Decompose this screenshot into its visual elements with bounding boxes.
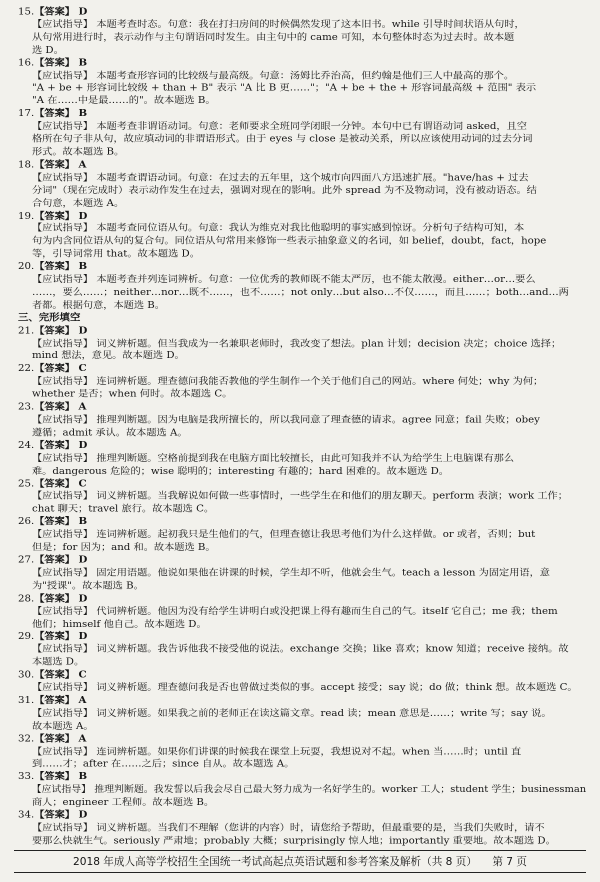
explanation-line: 合句意，本题选 A。: [32, 198, 125, 209]
question-item: [18, 325, 586, 363]
answer-label: 【答案】 A: [34, 694, 87, 706]
answer-label: 【答案】 B: [34, 57, 88, 69]
explanation-line: 形式。故本题选 B。: [32, 147, 125, 158]
question-item: [18, 478, 586, 516]
answer-label: 【答案】 D: [34, 630, 88, 643]
question-number: 20.: [18, 262, 35, 273]
question-item: [18, 669, 586, 695]
answer-line: [18, 108, 586, 121]
explanation-line: chat 聊天；travel 旅行。故本题选 C。: [32, 504, 215, 515]
explanation-line: 【应试指导】 连词辨析题。起初我只是生他们的气，但理查德让我思考他们为什么这样做。or 或者，否则；but: [32, 529, 536, 540]
explanation-line: 【应试指导】 词义辨析题。我告诉他我不接受他的说法。exchange 交换；like 喜欢；know 知道；receive 接纳。故: [32, 644, 569, 655]
explanation-line: whether 是否；when 何时。故本题选 C。: [32, 389, 233, 400]
answer-line: [18, 516, 586, 529]
question-number: 34.: [18, 810, 35, 821]
question-number: 26.: [18, 517, 35, 528]
explanation-line: 【应试指导】 词义辨析题。如果我之前的老师正在读这篇文章。read 读；mean 意思是……；write 写；say 说。: [32, 708, 552, 719]
explanation-line: 难。dangerous 危险的；wise 聪明的；interesting 有趣的；hard 困难的。故本题选 D。: [32, 466, 449, 477]
question-number: 32.: [18, 733, 35, 745]
answer-line: [18, 810, 586, 823]
answer-line: [18, 733, 586, 746]
explanation-line: 从句常用进行时，表示动作与主句谓语同时发生。由主句中的 came 可知，本句整体时态为过去时。故本题: [32, 32, 515, 43]
question-number: 16.: [18, 57, 35, 69]
answer-label: 【答案】 D: [34, 210, 88, 222]
answer-label: 【答案】 B: [34, 108, 88, 120]
explanation-line: 者都。根据句意，本题选 B。: [32, 300, 165, 311]
explanation-line: 等，引导词常用 that。故本题选 D。: [32, 249, 200, 260]
explanation-line: 但是；for 因为；and 和。故本题选 B。: [32, 542, 216, 553]
question-item: [18, 695, 586, 733]
explanation-line: mind 想法，意见。故本题选 D。: [32, 351, 185, 362]
answer-label: 【答案】 D: [34, 592, 88, 604]
answer-line: [18, 478, 586, 491]
question-item: [18, 159, 586, 210]
explanation-line: 句为内含同位语从句的复合句。同位语从句常用来修饰一些表示抽象意义的名词，如 belief，doubt，fact，hope: [32, 236, 547, 247]
explanation-line: 【应试指导】 词义辨析题。理查德问我是否也曾做过类似的事。accept 接受；say 说；do 做；think 想。故本题选 C。: [32, 682, 578, 694]
question-item: [18, 6, 586, 57]
explanation-line: 【应试指导】 推理判断题。我发誓以后我会尽自己最大努力成为一名好学生的。worker 工人；student 学生；businessman: [31, 784, 587, 796]
question-number: 18.: [18, 159, 35, 171]
question-item: [18, 363, 586, 401]
question-number: 15.: [18, 6, 35, 18]
answer-line: [18, 363, 586, 376]
explanation-line: 到……才；after 在……之后；since 自从。故本题选 A。: [32, 759, 295, 770]
question-number: 17.: [18, 108, 35, 120]
question-item: [18, 210, 586, 261]
explanation-line: 【应试指导】 本题考查非谓语动词。句意：老师要求全班同学闭眼一分钟。本句中已有谓语动词 asked，且空: [32, 121, 527, 132]
explanation-line: 【应试指导】 代词辨析题。他因为没有给学生讲明白或没把课上得有趣而生自己的气。itself 它自己；me 我；them: [32, 606, 558, 617]
answer-label: 【答案】 B: [34, 516, 88, 528]
answer-label: 【答案】 C: [34, 477, 87, 489]
question-item: [18, 593, 586, 631]
question-number: 30.: [18, 670, 35, 681]
explanation-line: 【应试指导】 固定用语题。他说如果他在讲课的时候，学生却不听，他就会生气。teach a lesson 为固定用语，意: [32, 568, 550, 579]
answer-label: 【答案】 A: [34, 401, 87, 413]
question-number: 22.: [18, 364, 35, 375]
answer-label: 【答案】 D: [34, 439, 88, 451]
cloze-questions: [18, 325, 586, 848]
question-item: [18, 810, 586, 848]
question-number: 25.: [18, 478, 35, 489]
answer-label: 【答案】 C: [34, 669, 87, 681]
footer-title: 2018 年成人高等学校招生全国统一考试高起点英语试题和参考答案及解析（共 8 页）: [72, 856, 477, 868]
answer-label: 【答案】 A: [34, 159, 87, 171]
explanation-line: 【应试指导】 连词辨析题。理查德问我能否教他的学生制作一个关于他们自己的网站。where 何处；why 为何；: [32, 376, 544, 387]
explanation-line: 【应试指导】 推理判断题。因为电脑是我所擅长的，所以我同意了理查德的请求。agree 同意；fail 失败；obey: [32, 415, 540, 426]
answer-line: [18, 325, 586, 338]
footer-page-number: 第 7 页: [492, 856, 528, 868]
question-item: [18, 733, 586, 771]
question-item: [18, 440, 586, 478]
explanation-line: "A + be + 形容词比较级 + than + B" 表示 "A 比 B 更……"；"A + be + the + 形容词最高级 + 范围" 表示: [32, 83, 537, 94]
question-number: 23.: [18, 402, 35, 413]
question-number: 27.: [18, 555, 35, 566]
question-item: [18, 631, 586, 669]
question-item: [18, 261, 586, 312]
answer-line: [18, 159, 586, 172]
answer-line: [18, 669, 586, 682]
answer-label: 【答案】 B: [34, 771, 88, 783]
section-title: 三、完形填空: [18, 312, 81, 324]
question-number: 21.: [18, 325, 35, 336]
explanation-line: 【应试指导】 词义辨析题。但当我成为一名兼职老师时，我改变了想法。plan 计划；decision 决定；choice 选择；: [32, 338, 562, 349]
explanation-line: 他们；himself 他自己。故本题选 D。: [32, 619, 207, 630]
page-footer: [14, 850, 586, 873]
question-item: [18, 57, 586, 108]
explanation-line: 格所在句子非从句，故应填动词的非谓语形式。由于 eyes 与 close 是被动关系，所以应该使用动词的过去分词: [32, 134, 533, 145]
explanation-line: 为"授课"。故本题选 B。: [32, 580, 144, 591]
answer-line: [18, 440, 586, 453]
answer-label: 【答案】 D: [34, 554, 88, 566]
explanation-line: 【应试指导】 本题考查形容词的比较级与最高级。句意：汤姆比乔治高，但约翰是他们三人中最高的那个。: [32, 70, 515, 81]
grammar-questions: [18, 6, 586, 312]
explanation-line: 【应试指导】 本题考查谓语动词。句意：在过去的五年里，这个城市向四面八方迅速扩展。"have/has + 过去: [32, 172, 529, 183]
answer-line: [18, 593, 586, 606]
answer-label: 【答案】 A: [34, 733, 87, 745]
answer-line: [18, 631, 586, 644]
explanation-line: 【应试指导】 本题考查同位语从句。句意：我认为维克对我比他聪明的事实感到惊讶。分析句子结构可知，本: [32, 223, 525, 234]
answer-line: [18, 261, 586, 274]
question-item: [18, 554, 586, 592]
answer-label: 【答案】 D: [34, 809, 88, 821]
explanation-line: 本题选 D。: [32, 657, 85, 668]
question-number: 19.: [18, 210, 35, 222]
explanation-line: 【应试指导】 本题考查时态。句意：我在打扫房间的时候偶然发现了这本旧书。while 引导时间状语从句时，: [32, 19, 525, 30]
answer-label: 【答案】 D: [34, 6, 88, 18]
explanation-line: 选 D。: [32, 45, 64, 56]
question-item: [18, 516, 586, 554]
answer-line: [18, 57, 586, 70]
question-number: 31.: [18, 695, 35, 706]
answer-line: [18, 210, 586, 223]
explanation-line: "A 在……中是最……的"。故本题选 B。: [32, 96, 216, 107]
question-number: 24.: [18, 440, 35, 451]
question-item: [18, 401, 586, 439]
explanation-line: 【应试指导】 词义辨析题。当我们不理解（您讲的内容）时，请您给予帮助，但最重要的是，当我们失败时，请不: [32, 823, 545, 834]
answer-line: [18, 401, 586, 414]
answer-line: [18, 695, 586, 708]
question-number: 33.: [18, 772, 35, 783]
answer-label: 【答案】 B: [34, 261, 88, 273]
explanation-line: 商人；engineer 工程师。故本题选 B。: [32, 797, 215, 808]
explanation-line: 【应试指导】 词义辨析题。当我解说如何做一些事情时，一些学生在和他们的朋友聊天。perform 表演；work 工作；: [32, 491, 568, 502]
answer-line: [18, 554, 586, 567]
explanation-line: ……，要么……；neither…nor…既不……，也不……；not only…but also…不仅……，而且……；both…and…两: [32, 287, 569, 298]
explanation-line: 遵循；admit 承认。故本题选 A。: [32, 427, 188, 438]
answer-content: [18, 6, 586, 848]
answer-label: 【答案】 C: [34, 363, 87, 375]
question-number: 29.: [18, 631, 35, 643]
explanation-line: 分词"（现在完成时）表示动作发生在过去，强调对现在的影响。此外 spread 为不及物动词，没有被动语态。结: [32, 185, 537, 196]
question-item: [18, 771, 586, 809]
explanation-line: 【应试指导】 本题考查并列连词辨析。句意：一位优秀的教师既不能太严厉，也不能太散漫。either…or…要么: [32, 274, 536, 285]
answer-line: [18, 771, 586, 784]
question-number: 28.: [18, 593, 35, 604]
explanation-line: 故本题选 A。: [32, 721, 94, 732]
explanation-line: 【应试指导】 连词辨析题。如果你们讲课的时候我在课堂上玩耍，我想说对不起。when 当……时；until 直: [32, 746, 522, 757]
answer-line: [18, 6, 586, 19]
question-item: [18, 108, 586, 159]
explanation-line: 【应试指导】 推理判断题。空格前提到我在电脑方面比较擅长，由此可知我并不认为给学生上电脑课有那么: [32, 453, 515, 464]
answer-label: 【答案】 D: [34, 324, 88, 336]
explanation-line: 要那么快就生气。seriously 严肃地；probably 大概；surprisingly 惊人地；importantly 重要地。故本题选 D。: [32, 835, 556, 847]
